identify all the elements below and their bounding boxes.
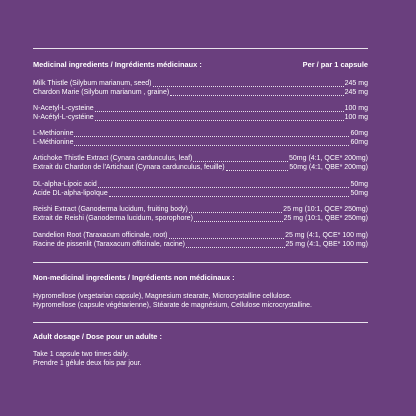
medicinal-heading-row	[33, 59, 368, 71]
ingredient-amount: 50mg (4:1, QBE* 200mg)	[289, 164, 368, 171]
ingredient-amount: 60mg	[350, 139, 368, 146]
ingredient-amount: 50mg	[350, 190, 368, 197]
ingredient-name: Acide DL-alpha-lipoïque	[33, 190, 108, 197]
ingredient-name: L-Methionine	[33, 130, 74, 137]
ingredient-amount: 245 mg	[344, 89, 368, 96]
dosage-text-en: Take 1 capsule two times daily.	[33, 351, 129, 358]
ingredient-amount: 245 mg	[344, 80, 368, 87]
non-medicinal-heading: Non-medicinal ingredients / Ingrédients non médicinaux :	[33, 273, 235, 282]
ingredient-amount: 25 mg (10:1, QBE* 250mg)	[283, 215, 368, 222]
ingredient-amount: 50mg	[350, 181, 368, 188]
ingredient-name: N-Acetyl-L-cysteine	[33, 105, 94, 112]
non-medicinal-heading-row	[33, 272, 368, 284]
dosage-text-fr: Prendre 1 gélule deux fois par jour.	[33, 360, 142, 367]
ingredient-amount: 100 mg	[344, 114, 368, 121]
dot-leader	[95, 119, 344, 121]
dot-leader	[193, 160, 288, 162]
ingredient-row	[33, 113, 368, 123]
non-medicinal-text-fr: Hypromellose (capsule végétarienne), Stéarate de magnésium, Cellulose microcrystalline.	[33, 302, 312, 309]
ingredient-amount: 25 mg (10:1, QCE* 250mg)	[283, 206, 368, 213]
dot-leader	[186, 246, 285, 248]
per-capsule-label: Per / par 1 capsule	[302, 60, 368, 69]
ingredient-amount: 50mg (4:1, QCE* 200mg)	[289, 155, 368, 162]
dot-leader	[194, 220, 283, 222]
ingredient-row	[33, 189, 368, 199]
dot-leader	[169, 237, 285, 239]
middle-divider	[33, 262, 368, 263]
dot-leader	[74, 144, 349, 146]
ingredient-amount: 60mg	[350, 130, 368, 137]
dot-leader	[189, 211, 282, 213]
ingredient-name: Artichoke Thistle Extract (Cynara cardunculus, leaf)	[33, 155, 193, 162]
dot-leader	[98, 186, 350, 188]
ingredient-amount: 100 mg	[344, 105, 368, 112]
dot-leader	[170, 94, 343, 96]
ingredient-row	[33, 138, 368, 148]
ingredient-name: L-Méthionine	[33, 139, 74, 146]
supplement-facts-panel	[33, 0, 368, 416]
ingredient-name: Milk Thistle (Silybum marianum, seed)	[33, 80, 152, 87]
ingredient-name: N-Acétyl-L-cystéine	[33, 114, 94, 121]
ingredient-row	[33, 88, 368, 98]
ingredient-name: Extrait du Chardon de l'Artichaut (Cynara cardunculus, feuille)	[33, 164, 225, 171]
dot-leader	[153, 85, 344, 87]
ingredient-name: Racine de pissenlit (Taraxacum officinale, racine)	[33, 241, 185, 248]
non-medicinal-text-en: Hypromellose (vegetarian capsule), Magnesium stearate, Microcrystalline cellulose.	[33, 293, 292, 300]
ingredient-row	[33, 163, 368, 173]
dot-leader	[226, 169, 289, 171]
top-divider	[33, 48, 368, 49]
ingredient-name: Dandelion Root (Taraxacum officinale, root)	[33, 232, 168, 239]
dot-leader	[109, 195, 350, 197]
medicinal-heading: Medicinal ingredients / Ingrédients médicinaux :	[33, 60, 202, 69]
ingredient-row	[33, 214, 368, 224]
ingredient-amount: 25 mg (4:1, QBE* 100 mg)	[285, 241, 368, 248]
dosage-heading-row	[33, 331, 368, 343]
dosage-heading: Adult dosage / Dose pour un adulte :	[33, 332, 162, 341]
ingredient-name: Reishi Extract (Ganoderma lucidum, fruiting body)	[33, 206, 188, 213]
lower-divider	[33, 322, 368, 323]
dot-leader	[95, 110, 344, 112]
ingredient-name: Chardon Marie (Silybum marianum , graine)	[33, 89, 170, 96]
ingredient-name: Extrait de Reishi (Ganoderma lucidum, sporophore)	[33, 215, 193, 222]
ingredient-amount: 25 mg (4:1, QCE* 100 mg)	[285, 232, 368, 239]
dot-leader	[74, 135, 349, 137]
ingredient-name: DL-alpha-Lipoic acid	[33, 181, 97, 188]
ingredient-row	[33, 240, 368, 250]
